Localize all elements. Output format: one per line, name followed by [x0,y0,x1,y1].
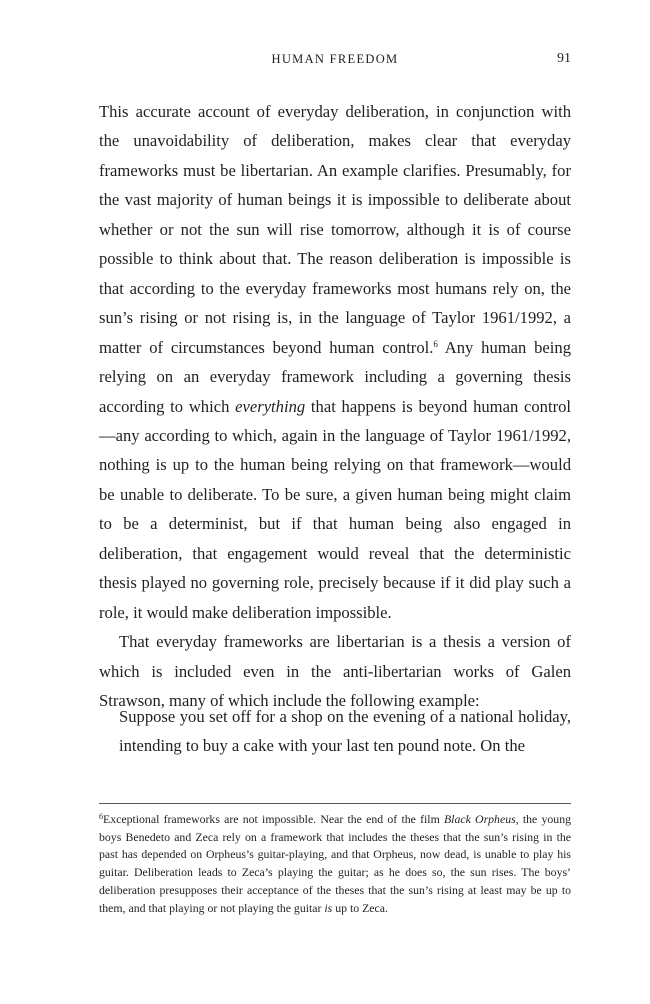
paragraph-1-text-c: that happens is beyond human control—any according to which, again in the language of Taylor 1961/1992, nothing is up to the human being relying on that framework—would be unable to deliberate. To be sure, a given human being might claim to be a determinist, but if that human being also engaged in deliberation, that engagement would reveal that the deterministic thesis played no governing role, precisely because if it did play such a role, it would make deliberation impossible. [99,396,572,622]
film-title: Black Orpheus [443,812,516,826]
paragraph-2: That everyday frameworks are libertarian is a thesis a version of which is included even in the anti-libertarian works of Galen Strawson, many of which include the following example: [99,632,571,711]
page-header [99,50,571,70]
paragraph-1 [99,97,571,627]
footnote-text-c: up to Zeca. [332,900,388,915]
paragraph-1-text-b: Any human being relying on an everyday framework including a governing thesis according to which [99,337,571,416]
running-head: HUMAN FREEDOM [271,52,399,66]
block-quote: Suppose you set off for a shop on the evening of a national holiday, intending to buy a cake with your last ten pound note. On the [119,707,571,756]
footnote-divider [99,803,571,804]
footnote-text-b: , the young boys Benedeto and Zeca rely on a framework that includes the theses that the sun’s rising in the past has depended on Orpheus’s guitar-playing, and that Orpheus, now dead, is unable to play his guitar. Deliberation leads to Zeca’s playing the guitar; as he does so, the sun rises. The boys’ deliberation presupposes their acceptance of the theses that the sun’s rising at least may be up to them, and that playing or not playing the guitar [99,812,571,915]
footnote-text-a: Exceptional frameworks are not impossible. Near the end of the film [103,812,444,826]
page-number: 91 [557,51,571,66]
emphasis-everything: everything [235,396,306,416]
footnote-emphasis: is [324,900,333,915]
main-text [99,97,571,716]
footnote-reference[interactable]: 6 [433,338,438,349]
footnote [99,811,571,917]
footnote-marker: 6 [99,812,103,821]
paragraph-1-text-a: This accurate account of everyday deliberation, in conjunction with the unavoidability of deliberation, makes clear that everyday frameworks must be libertarian. An example clarifies. Presumably, for the vast majority of human beings it is impossible to deliberate about whether or not the sun will rise tomorrow, although it is of course possible to think about that. The reason deliberation is impossible is that according to the everyday frameworks most humans rely on, the sun’s rising or not rising is, in the language of Taylor 1961/1992, a matter of circumstances beyond human control. [99,102,571,357]
